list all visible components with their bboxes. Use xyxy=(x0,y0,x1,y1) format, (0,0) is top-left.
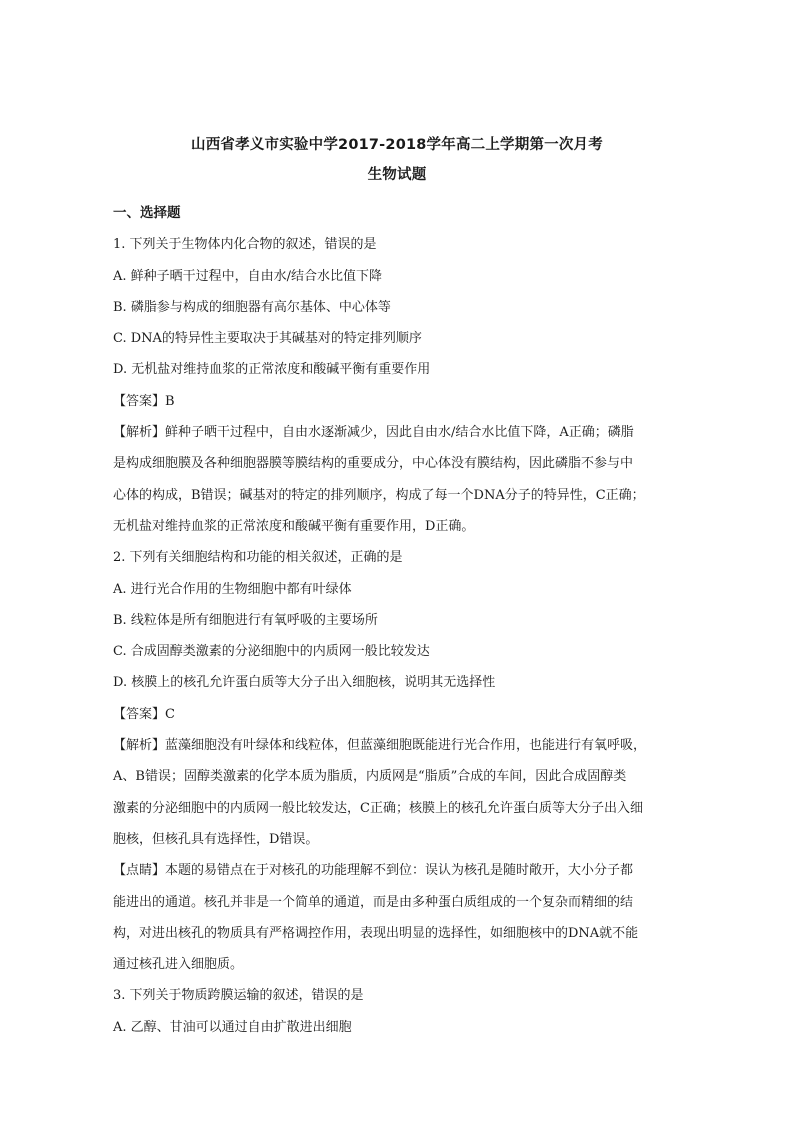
question-text: 3. 下列关于物质跨膜运输的叙述，错误的是 xyxy=(113,988,364,1004)
document-body xyxy=(113,198,683,1043)
explanation-line: 构，对进出核孔的物质具有严格调控作用，表现出明显的选择性，如细胞核中的DNA就不能 xyxy=(113,925,639,941)
document-subtitle: 生物试题 xyxy=(367,167,427,183)
explanation-line: 【点睛】本题的易错点在于对核孔的功能理解不到位：误认为核孔是随时敞开，大小分子都 xyxy=(113,863,634,879)
option-text: C. 合成固醇类激素的分泌细胞中的内质网一般比较发达 xyxy=(113,644,430,660)
document-title: 山西省孝义市实验中学2017-2018学年高二上学期第一次月考 xyxy=(191,137,603,153)
question-text: 2. 下列有关细胞结构和功能的相关叙述，正确的是 xyxy=(113,550,403,566)
option-text: B. 线粒体是所有细胞进行有氧呼吸的主要场所 xyxy=(113,612,378,628)
option-text: D. 核膜上的核孔允许蛋白质等大分子出入细胞核，说明其无选择性 xyxy=(113,675,496,691)
explanation-line: A、B错误；固醇类激素的化学本质为脂质，内质网是“脂质”合成的车间，因此合成固醇类 xyxy=(113,769,627,785)
section-heading: 一、选择题 xyxy=(113,205,181,221)
answer-line: 【答案】C xyxy=(113,706,175,722)
explanation-line: 心体的构成，B错误；碱基对的特定的排列顺序，构成了每一个DNA分子的特异性，C正确； xyxy=(113,487,645,503)
option-text: C. DNA的特异性主要取决于其碱基对的特定排列顺序 xyxy=(113,331,422,347)
option-text: A. 鲜种子晒干过程中，自由水/结合水比值下降 xyxy=(113,268,383,284)
question-text: 1. 下列关于生物体内化合物的叙述，错误的是 xyxy=(113,237,377,253)
option-text: A. 进行光合作用的生物细胞中都有叶绿体 xyxy=(113,581,352,597)
option-text: B. 磷脂参与构成的细胞器有高尔基体、中心体等 xyxy=(113,299,391,315)
explanation-line: 能进出的通道。核孔并非是一个简单的通道，而是由多种蛋白质组成的一个复杂而精细的结 xyxy=(113,894,634,910)
explanation-line: 通过核孔进入细胞质。 xyxy=(113,957,244,973)
explanation-line: 是构成细胞膜及各种细胞器膜等膜结构的重要成分，中心体没有膜结构，因此磷脂不参与中 xyxy=(113,456,634,472)
option-text: D. 无机盐对维持血浆的正常浓度和酸碱平衡有重要作用 xyxy=(113,362,431,378)
explanation-line: 无机盐对维持血浆的正常浓度和酸碱平衡有重要作用，D正确。 xyxy=(113,518,475,534)
explanation-line: 胞核，但核孔具有选择性，D错误。 xyxy=(113,831,319,847)
text-lines xyxy=(113,229,683,1043)
answer-line: 【答案】B xyxy=(113,393,175,409)
explanation-line: 【解析】蓝藻细胞没有叶绿体和线粒体，但蓝藻细胞既能进行光合作用，也能进行有氧呼吸， xyxy=(113,738,647,754)
option-text: A. 乙醇、甘油可以通过自由扩散进出细胞 xyxy=(113,1019,352,1035)
explanation-line: 激素的分泌细胞中的内质网一般比较发达，C正确；核膜上的核孔允许蛋白质等大分子出入细 xyxy=(113,800,643,816)
explanation-line: 【解析】鲜种子晒干过程中，自由水逐渐减少，因此自由水/结合水比值下降，A正确；磷脂 xyxy=(113,425,634,441)
